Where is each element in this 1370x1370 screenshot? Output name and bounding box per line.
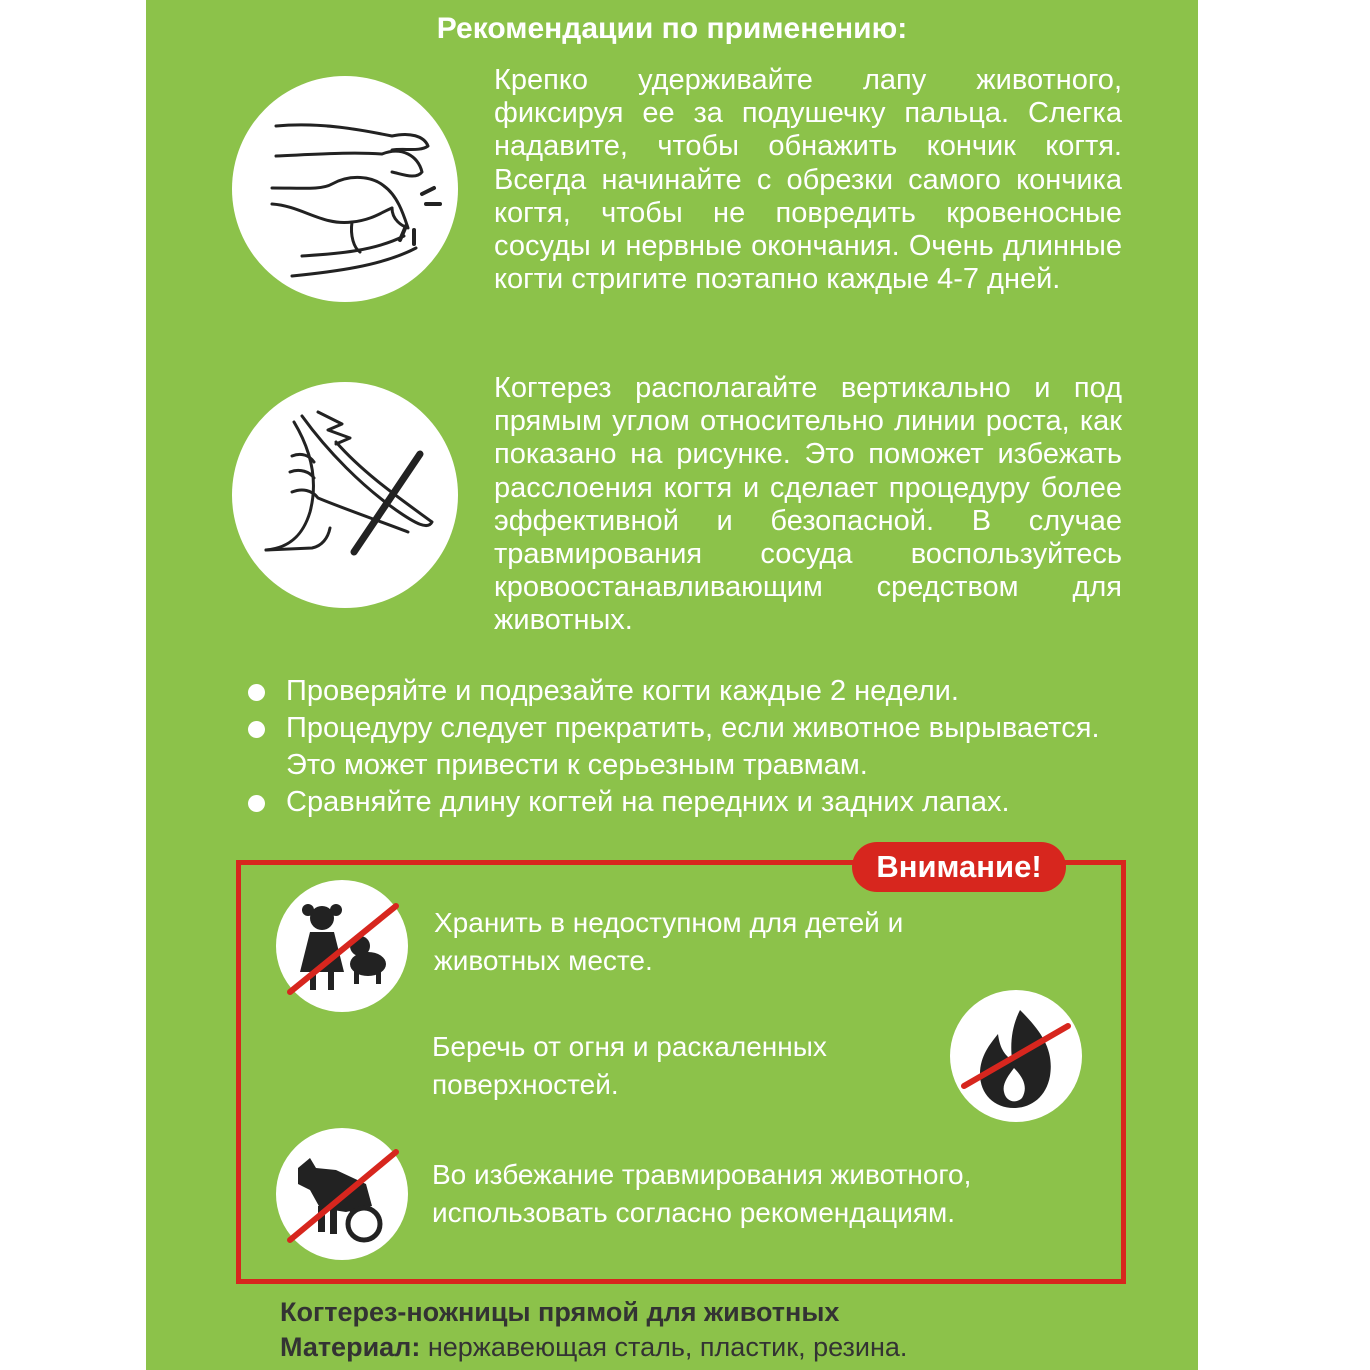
- warning-text-3: Во избежание травмирования животного, использовать согласно рекомендациям.: [432, 1159, 972, 1228]
- material-value: нержавеющая сталь, пластик, резина.: [427, 1332, 908, 1362]
- instruction-text-1: Крепко удерживайте лапу животного, фиксируя ее за подушечку пальца. Слегка надавите, чтобы обнажить кончик когтя. Всегда начинайте с обрезки самого кончика когтя, чтобы не повредить кровеносные сосуды и нервные окончания. Очень длинные когти стригите поэтапно каждые 4-7 дней.: [494, 64, 1122, 296]
- no-injured-animal-icon: [276, 1128, 408, 1260]
- list-item: Сравняйте длину когтей на передних и задних лапах.: [246, 784, 1146, 821]
- page-title: Рекомендации по применению:: [436, 12, 908, 45]
- hand-holding-paw-icon: [232, 76, 458, 302]
- list-item: Процедуру следует прекратить, если животное вырывается. Это может привести к серьезным травмам.: [246, 710, 1146, 784]
- tips-list: [246, 673, 1146, 821]
- list-item: Проверяйте и подрезайте когти каждые 2 недели.: [246, 673, 1146, 710]
- warning-text-1: Хранить в недоступном для детей и животных месте.: [434, 907, 904, 976]
- warning-text-2: Беречь от огня и раскаленных поверхностей.: [432, 1031, 827, 1100]
- product-info: [280, 1295, 1180, 1365]
- no-fire-icon: [950, 990, 1082, 1122]
- no-children-pets-icon: [276, 880, 408, 1012]
- instruction-panel: [146, 0, 1198, 1370]
- instruction-text-2: Когтерез располагайте вертикально и под прямым углом относительно линии роста, как показано на рисунке. Это поможет избежать расслоения когтя и сделает процедуру более эффективной и безопасной. В случае травмирования сосуда воспользуйтесь кровоостанавливающим средством для животных.: [494, 372, 1122, 637]
- product-name: Когтерез-ножницы прямой для животных: [280, 1297, 840, 1327]
- material-label: Материал:: [280, 1332, 421, 1362]
- warning-badge: Внимание!: [852, 842, 1066, 892]
- claw-cut-diagram-icon: [232, 382, 458, 608]
